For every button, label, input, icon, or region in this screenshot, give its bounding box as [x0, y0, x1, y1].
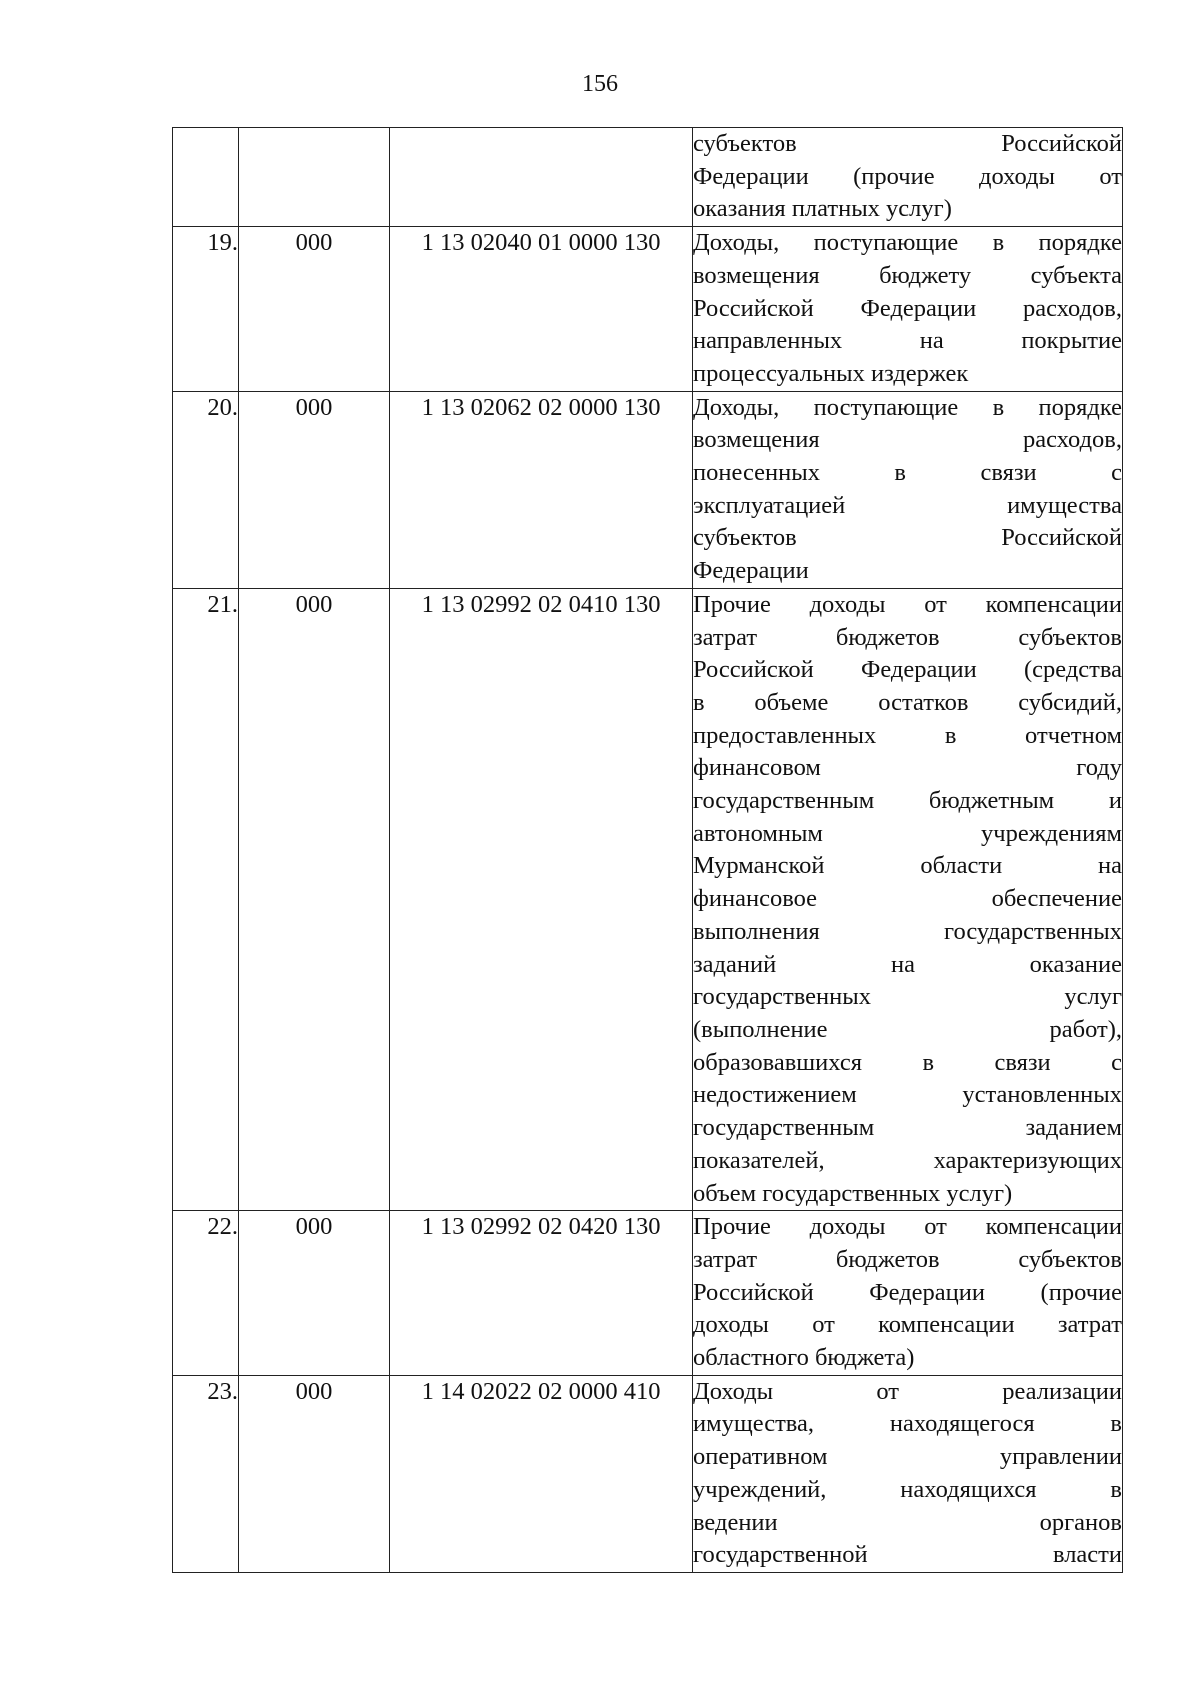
- administrator-code-cell: 000: [239, 391, 390, 588]
- revenue-name-line: возмещения бюджету субъекта: [693, 261, 1122, 289]
- administrator-code-cell: [239, 128, 390, 227]
- revenue-name-cell: [693, 391, 1123, 588]
- revenue-name-cell: [693, 1211, 1123, 1376]
- revenue-name-line: образовавшихся в связи с: [693, 1048, 1122, 1076]
- revenue-name-cell: [693, 588, 1123, 1210]
- revenue-name-line: учреждений, находящихся в: [693, 1475, 1122, 1503]
- table-row: [173, 227, 1123, 392]
- revenue-name-line: доходы от компенсации затрат: [693, 1311, 1122, 1339]
- revenue-name-cell: [693, 1375, 1123, 1572]
- revenue-name-line: оперативном управлении: [693, 1443, 1122, 1471]
- revenue-name-line: финансовое обеспечение: [693, 885, 1122, 913]
- row-number-cell: 22.: [173, 1211, 239, 1376]
- revenue-name-line: понесенных в связи с: [693, 459, 1122, 487]
- revenue-name-line: процессуальных издержек: [693, 359, 969, 387]
- row-number-cell: 19.: [173, 227, 239, 392]
- revenue-name-line: государственным бюджетным и: [693, 787, 1122, 815]
- administrator-code-cell: 000: [239, 588, 390, 1210]
- revenue-name-line: (выполнение работ),: [693, 1015, 1122, 1043]
- row-number-cell: 20.: [173, 391, 239, 588]
- revenue-name-line: объем государственных услуг): [693, 1179, 1013, 1207]
- revenue-name-line: направленных на покрытие: [693, 327, 1122, 355]
- table-row: [173, 1375, 1123, 1572]
- revenue-name-line: показателей, характеризующих: [693, 1146, 1122, 1174]
- revenue-name-line: в объеме остатков субсидий,: [693, 688, 1122, 716]
- row-number-cell: 21.: [173, 588, 239, 1210]
- revenue-name-line: государственных услуг: [693, 983, 1122, 1011]
- revenue-name-line: Доходы от реализации: [693, 1377, 1122, 1405]
- revenue-name-line: автономным учреждениям: [693, 819, 1122, 847]
- revenue-name-line: недостижением установленных: [693, 1081, 1122, 1109]
- revenue-name-line: Федерации: [693, 557, 809, 585]
- revenue-name-line: государственной власти: [693, 1541, 1122, 1569]
- budget-classification-code-cell: 1 13 02040 01 0000 130: [390, 227, 693, 392]
- revenue-name-line: финансовом году: [693, 754, 1122, 782]
- revenue-name-line: предоставленных в отчетном: [693, 721, 1122, 749]
- table-body: [173, 128, 1123, 1573]
- administrator-code-cell: 000: [239, 1375, 390, 1572]
- revenue-name-line: Федерации (прочие доходы от: [693, 162, 1122, 190]
- revenue-name-line: Прочие доходы от компенсации: [693, 590, 1122, 618]
- revenue-name-line: имущества, находящегося в: [693, 1410, 1122, 1438]
- revenue-name-line: эксплуатацией имущества: [693, 491, 1122, 519]
- revenue-name-cell: [693, 128, 1123, 227]
- row-number-cell: 23.: [173, 1375, 239, 1572]
- revenue-name-line: заданий на оказание: [693, 950, 1122, 978]
- budget-classification-code-cell: 1 13 02062 02 0000 130: [390, 391, 693, 588]
- revenue-name-line: Российской Федерации (прочие: [693, 1278, 1122, 1306]
- revenue-name-line: оказания платных услуг): [693, 195, 952, 223]
- table-row: [173, 1211, 1123, 1376]
- budget-classification-code-cell: 1 14 02022 02 0000 410: [390, 1375, 693, 1572]
- revenue-name-line: Российской Федерации (средства: [693, 656, 1122, 684]
- administrator-code-cell: 000: [239, 1211, 390, 1376]
- revenue-name-line: возмещения расходов,: [693, 426, 1122, 454]
- page-number: 156: [582, 71, 618, 97]
- revenue-name-line: Прочие доходы от компенсации: [693, 1213, 1122, 1241]
- revenue-name-cell: [693, 227, 1123, 392]
- revenue-name-line: затрат бюджетов субъектов: [693, 1245, 1122, 1273]
- table-row: [173, 588, 1123, 1210]
- table-row: [173, 128, 1123, 227]
- budget-classification-code-cell: 1 13 02992 02 0410 130: [390, 588, 693, 1210]
- revenue-name-line: выполнения государственных: [693, 917, 1122, 945]
- revenue-name-line: затрат бюджетов субъектов: [693, 623, 1122, 651]
- revenue-name-line: субъектов Российской: [693, 524, 1122, 552]
- revenue-name-line: государственным заданием: [693, 1114, 1122, 1142]
- revenue-name-line: субъектов Российской: [693, 130, 1122, 157]
- budget-classification-code-cell: [390, 128, 693, 227]
- administrator-code-cell: 000: [239, 227, 390, 392]
- revenue-name-line: Российской Федерации расходов,: [693, 294, 1122, 322]
- revenue-name-line: Доходы, поступающие в порядке: [693, 229, 1122, 257]
- revenue-codes-table: [172, 127, 1123, 1573]
- revenue-name-line: ведении органов: [693, 1508, 1122, 1536]
- revenue-name-line: областного бюджета): [693, 1344, 915, 1372]
- table-row: [173, 391, 1123, 588]
- row-number-cell: [173, 128, 239, 227]
- revenue-name-line: Доходы, поступающие в порядке: [693, 393, 1122, 421]
- budget-classification-code-cell: 1 13 02992 02 0420 130: [390, 1211, 693, 1376]
- revenue-name-line: Мурманской области на: [693, 852, 1122, 880]
